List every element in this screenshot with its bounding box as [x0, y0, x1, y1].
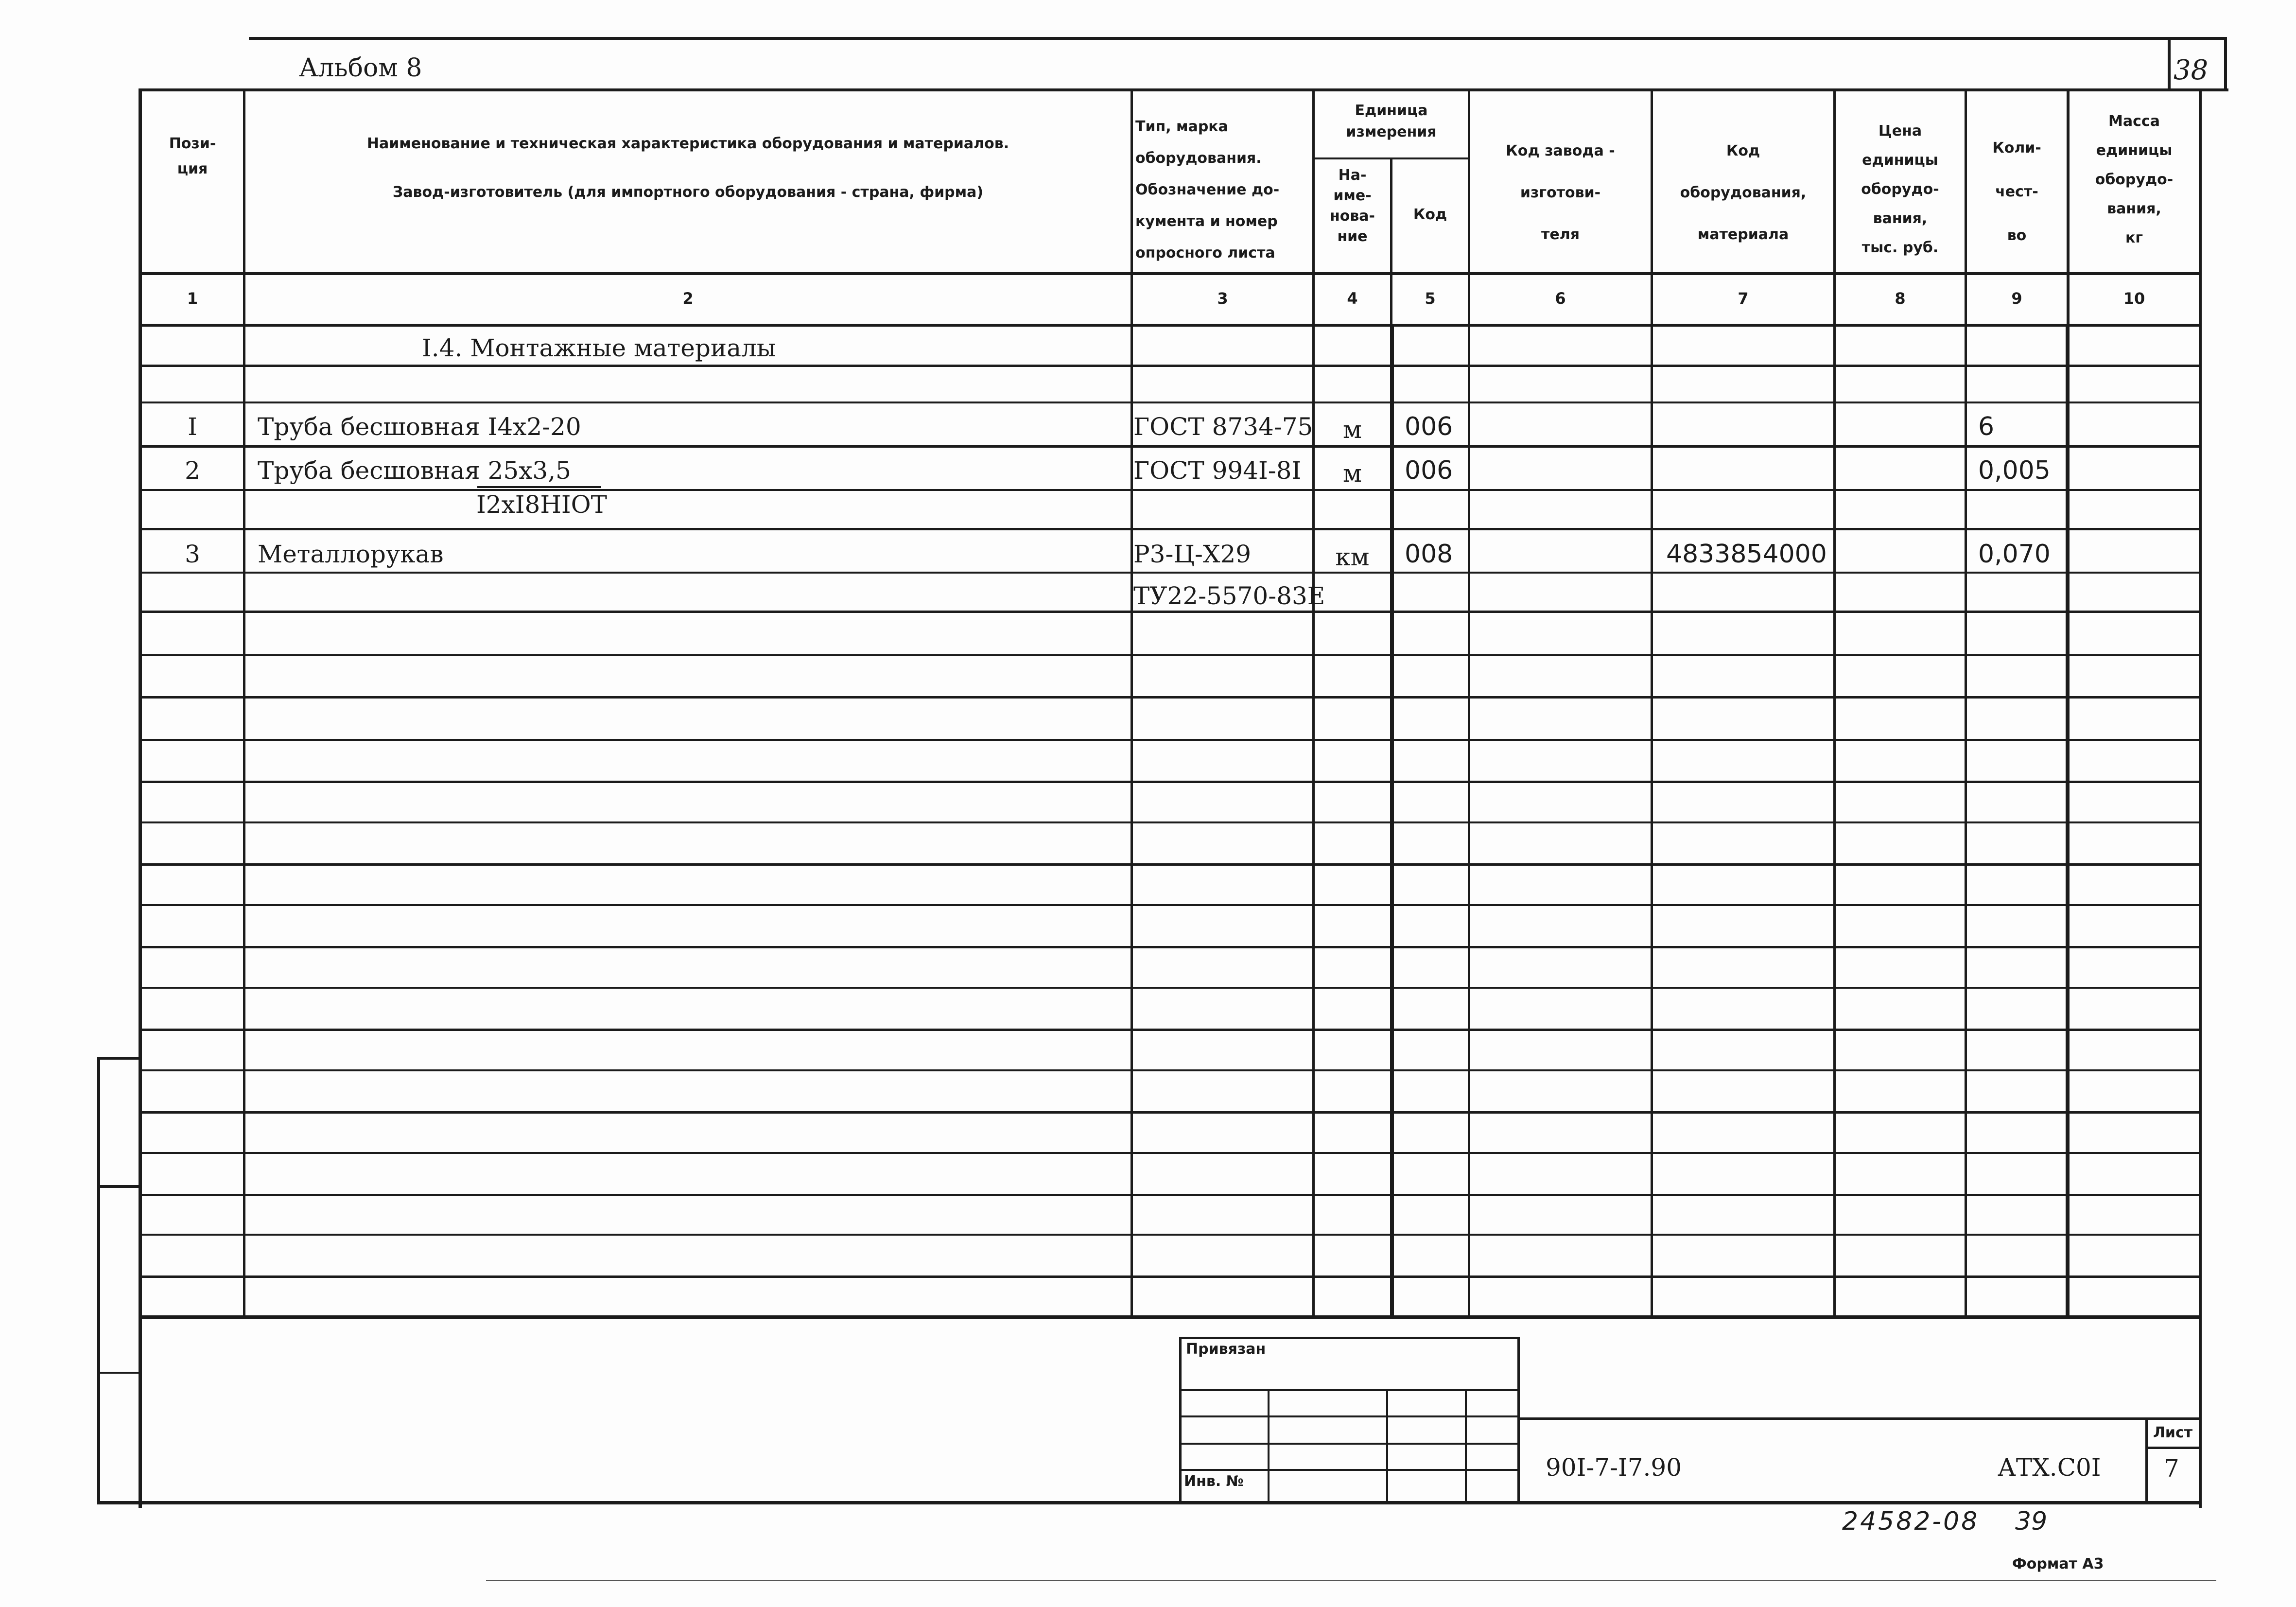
margin-line-v: [97, 1057, 100, 1504]
col-header-mass: Масса единицы оборудо- вания, кг: [2095, 113, 2174, 246]
row-3-pos: 3: [185, 540, 200, 568]
unit-group-divider: [1312, 157, 1468, 159]
stamp-row-3: [1179, 1443, 1519, 1445]
col-header-name-2: Завод-изготовитель (для импортного оборудования - страна, фирма): [392, 184, 984, 201]
row-3-type-sub: ТУ22-5570-83Е: [1133, 582, 1325, 610]
row-line: [139, 402, 2202, 403]
col-header-unit-name: На- име- нова- ние: [1329, 167, 1375, 245]
col-header-type: Тип, марка оборудования. Обозначение до- кумента и номер опросного листа: [1135, 118, 1280, 262]
row-2-unit: м: [1343, 459, 1362, 488]
row-2-pos: 2: [185, 456, 200, 485]
row-3-unit: км: [1335, 543, 1370, 571]
footer-handwritten-code: 24582-08: [1842, 1507, 1980, 1536]
col-number-9: 9: [2011, 289, 2022, 308]
col-number-8: 8: [1895, 289, 1906, 308]
row-3-type: Р3-Ц-Х29: [1133, 540, 1252, 568]
stamp-inv: Инв. №: [1184, 1473, 1244, 1490]
row-line: [139, 739, 2202, 741]
row-line: [139, 781, 2202, 783]
sheet-box-mid: [2145, 1447, 2202, 1449]
col-header-pos: Пози- ция: [169, 135, 216, 177]
row-2-qty: 0,005: [1978, 456, 2051, 485]
col-number-10: 10: [2123, 289, 2145, 308]
col-header-name-1: Наименование и техническая характеристика оборудования и материалов.: [366, 135, 1009, 152]
corner-box-right: [2224, 37, 2227, 90]
col-header-equip-code: Код оборудования, материала: [1680, 142, 1807, 243]
bottom-trim-line: [486, 1580, 2216, 1581]
row-2-code: 006: [1405, 456, 1453, 485]
sheet-label: Лист: [2153, 1424, 2193, 1441]
row-2-type: ГОСТ 994I-8I: [1133, 456, 1302, 485]
row-1-type: ГОСТ 8734-75: [1133, 413, 1313, 441]
row-1-code: 006: [1405, 412, 1453, 441]
col-number-2: 2: [682, 289, 694, 308]
row-1-name: Труба бесшовная I4x2-20: [258, 413, 581, 441]
row-3-equip-code: 4833854000: [1666, 540, 1827, 569]
frame-top-line: [249, 37, 2227, 40]
stamp-privyazan: Привязан: [1186, 1341, 1266, 1358]
format-label: Формат А3: [2012, 1555, 2104, 1572]
sheet-number: 7: [2164, 1454, 2179, 1483]
sheet-box-left: [2145, 1417, 2148, 1502]
album-label: Альбом 8: [299, 53, 422, 83]
col-number-7: 7: [1738, 289, 1749, 308]
row-3-qty: 0,070: [1978, 540, 2051, 569]
stamp-col-3: [1465, 1389, 1467, 1502]
row-line: [139, 904, 2202, 906]
col-number-4: 4: [1347, 289, 1358, 308]
bold-box-right: [2066, 324, 2070, 1318]
col-header-unit-code: Код: [1413, 206, 1447, 223]
row-line: [139, 1069, 2202, 1071]
table-top-line: [139, 88, 2228, 91]
row-line: [139, 528, 2202, 530]
col-header-unit-group: Единица измерения: [1346, 102, 1437, 140]
margin-line-3: [97, 1372, 141, 1374]
table-bottom-line: [139, 1315, 2202, 1319]
table-left-border: [139, 88, 142, 1508]
row-line: [139, 1234, 2202, 1236]
stamp-col-1: [1268, 1389, 1270, 1502]
row-1-pos: I: [188, 413, 197, 441]
row-1-unit: м: [1343, 416, 1362, 444]
doc-mark: АТХ.С0I: [1998, 1453, 2101, 1482]
stamp-top: [1179, 1337, 1519, 1339]
numbers-bottom-line: [139, 324, 2202, 327]
col-header-price: Цена единицы оборудо- вания, тыс. руб.: [1861, 122, 1939, 256]
sheet-bottom-line: [97, 1501, 2202, 1504]
row-line: [139, 987, 2202, 989]
header-bottom-line: [139, 272, 2202, 275]
section-title: I.4. Монтажные материалы: [422, 334, 776, 362]
row-2-name-sub: I2xI8HIOT: [476, 490, 608, 519]
stamp-row-4: [1179, 1469, 1519, 1471]
col-number-3: 3: [1217, 289, 1228, 308]
row-line: [139, 863, 2202, 866]
margin-line-2: [97, 1185, 141, 1188]
col-number-1: 1: [187, 289, 198, 308]
row-line: [139, 1152, 2202, 1154]
row-2-name: Труба бесшовная 25x3,5: [258, 456, 571, 485]
margin-line-1: [97, 1057, 141, 1060]
row-line: [139, 1029, 2202, 1031]
row-line: [139, 821, 2202, 823]
col-number-5: 5: [1425, 289, 1436, 308]
row-line: [139, 1194, 2202, 1196]
bold-box-left: [1390, 324, 1394, 1318]
row-3-code: 008: [1405, 540, 1453, 569]
corner-box-left: [2168, 37, 2171, 90]
row-line: [139, 1275, 2202, 1278]
stamp-row-1: [1179, 1389, 1519, 1391]
row-line: [139, 696, 2202, 699]
page-corner-number: 38: [2174, 54, 2209, 86]
row-3-name: Металлорукав: [258, 540, 444, 568]
col-number-6: 6: [1555, 289, 1566, 308]
stamp-left: [1179, 1337, 1182, 1502]
row-1-qty: 6: [1978, 412, 1995, 441]
stamp-row-2: [1179, 1415, 1519, 1417]
table-right-border: [2199, 88, 2202, 1508]
row-line: [139, 946, 2202, 948]
stamp-col-2: [1386, 1389, 1388, 1502]
col-header-qty: Коли- чест- во: [1992, 140, 2041, 244]
row-line: [139, 654, 2202, 656]
doc-code: 90I-7-I7.90: [1546, 1453, 1682, 1482]
row-line: [139, 1111, 2202, 1114]
title-block-top: [1517, 1417, 2202, 1420]
col-header-plant-code: Код завода - изготови- теля: [1506, 142, 1615, 243]
footer-page-number: 39: [2015, 1507, 2048, 1536]
